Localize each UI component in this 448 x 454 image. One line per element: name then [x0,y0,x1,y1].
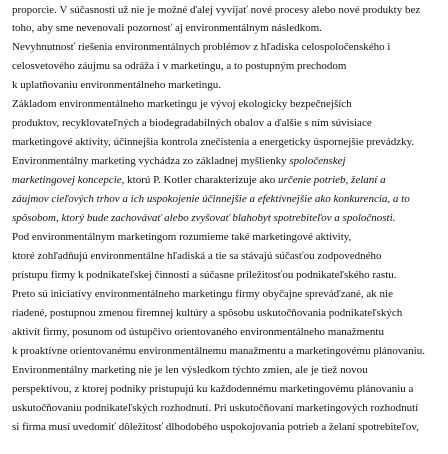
text-line [12,78,221,92]
line-text: Environmentálny marketing nie je len výsledkom týchto zmien, ale je tiež novou [12,364,368,376]
line-text: marketingové aktivity, účinnejšia kontrola znečistenia a energeticky úspornejšie prevádzky. [12,136,415,148]
text-line [12,230,351,244]
emphasis-text: záujmov cieľových trhov a ich uspokojenie účinnejšie a efektívnejšie ako konkurencia, a to [12,193,410,205]
line-text: uskutočňovaniu podnikateľských rozhodnutí. Pri uskutočňovaní marketingových rozhodnutí [12,402,419,414]
line-text: proporcie. V súčasnosti už nie je možné ďalej vyvíjať nové procesy alebo nové produkty bez [12,4,421,16]
line-text: k proaktívne orientovanému environmentálnemu manažmentu a marketingovému plánovaniu. [12,345,425,357]
line-text: Základom environmentálneho marketingu je vývoj ekologicky bezpečnejších [12,98,352,110]
text-line [12,21,322,35]
text-line [12,401,418,415]
line-text: toho, aby sme nevenovali pozornosť aj environmentálnym následkom. [12,22,322,34]
text-line [12,116,372,130]
line-text: Preto sú iniciatívy environmentálneho marketingu firmy obyčajne spreváďzané, ak nie [12,288,393,300]
line-text: ktoré zohľadňujú environmentálne hľadiská a tie sa stávajú súčasťou zodpovedného [12,250,382,262]
line-text: , ktorú P. Kotler charakterizuje ako [121,174,279,186]
line-text: perspektívou, z ktorej podniky pristupujú ku každodennému marketingovému plánovaniu a [12,383,414,395]
text-line [12,173,386,187]
text-line [12,135,414,149]
text-line [12,363,368,377]
emphasis-text: marketingovej koncepcie [12,174,122,186]
line-text: Nevyhnutnosť riešenia environmentálnych problémov z hľadiska celospoločenského i [12,41,391,53]
text-line [12,249,382,263]
text-line [12,344,425,358]
line-text: riadené, postupnou zmenou firemnej kultúry a spôsobu uskutočňovania podnikateľských [12,307,403,319]
line-text: produktov, recyklovateľných a biodegradabilných obalov a ďalšie s ním súvisiace [12,117,372,129]
text-line [12,268,397,282]
line-text: k uplatňovaniu environmentálneho marketingu. [12,79,221,91]
text-line [12,325,384,339]
line-text: si firma musí uvedomiť dôležitosť dlhodobého uspokojovania potrieb a želaní spotrebiteľov, [12,421,419,433]
emphasis-text: určenie potrieb, želaní a [278,174,386,186]
text-line [12,287,393,301]
text-line [12,382,413,396]
emphasis-text: spôsobom, ktorý bude zachovávať alebo zvyšovať blahobyt spotrebiteľov a spoločnosti. [12,212,396,224]
text-line [12,211,395,225]
text-line [12,306,402,320]
line-text: prístupu firmy k podnikateľskej činnosti a súčasne príležitosťou podnikateľského rastu. [12,269,397,281]
text-line [12,420,419,434]
text-line [12,97,352,111]
line-text: Environmentálny marketing vychádza zo základnej myšlienky [12,155,290,167]
emphasis-text: spoločenskej [289,155,346,167]
line-text: celosvetového záujmu sa odráža i v marketingu, a to postupným prechodom [12,60,347,72]
line-text: aktivít firmy, posunom od ústupčivo orientovaného environmentálneho manažmentu [12,326,384,338]
text-line [12,40,391,54]
text-line [12,3,420,17]
text-line [12,154,346,168]
text-line [12,59,347,73]
text-line [12,192,410,206]
line-text: Pod environmentálnym marketingom rozumieme také marketingové aktivity, [12,231,352,243]
